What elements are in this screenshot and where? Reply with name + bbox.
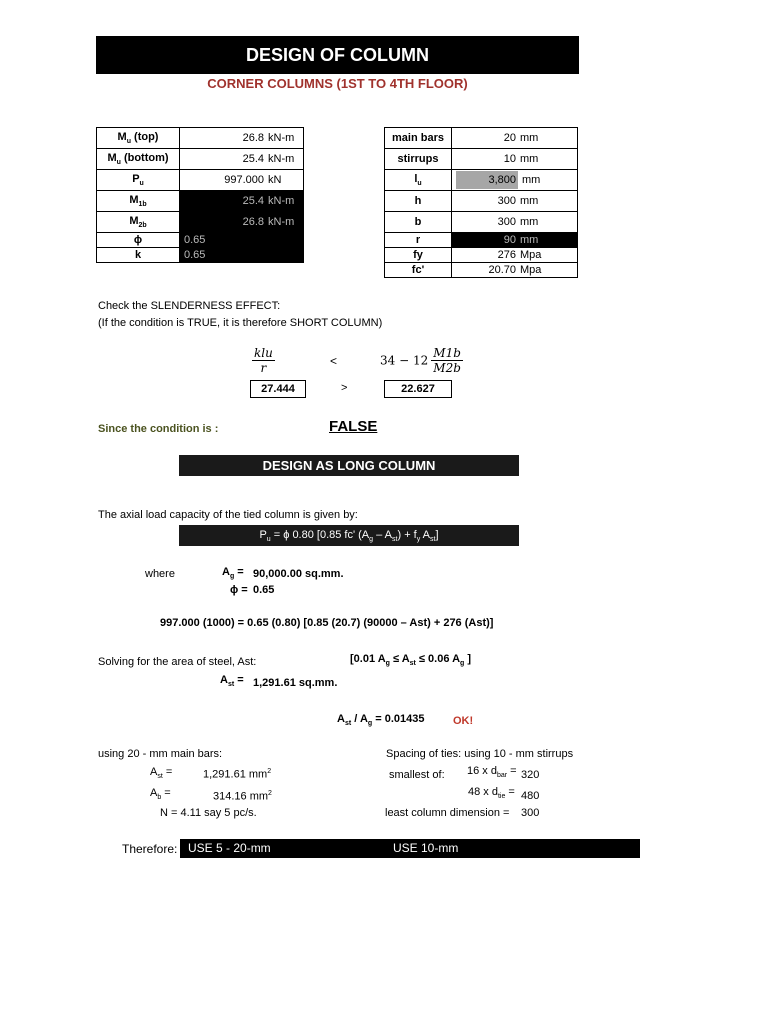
ag-value: 90,000.00 sq.mm. — [253, 568, 344, 580]
value-number: 20 — [503, 132, 516, 144]
bars-ast-eq: = — [162, 766, 173, 778]
table-row — [385, 149, 578, 170]
value-number: 20.70 — [488, 264, 516, 276]
label-symbol: M — [129, 214, 139, 227]
formula-part: P — [259, 529, 267, 541]
table-row — [385, 191, 578, 212]
table-row — [97, 191, 304, 212]
formula-sub: st — [392, 536, 398, 544]
row-value — [180, 128, 304, 149]
value-unit: Mpa — [520, 249, 542, 261]
bars-ast-symbol: A — [150, 766, 158, 778]
label-symbol: M — [107, 151, 117, 164]
value-number: 276 — [497, 249, 516, 261]
page-title: DESIGN OF COLUMN — [96, 36, 579, 74]
where-label: where — [145, 568, 175, 580]
row-value — [452, 191, 578, 212]
bars-ast-sup: 2 — [267, 768, 272, 775]
label-symbol: fc' — [411, 264, 425, 276]
row-value — [180, 149, 304, 170]
tie-row-1-value: 320 — [521, 769, 540, 781]
tie-row-3-label: least column dimension = — [385, 807, 510, 819]
value-number: 25.4 — [242, 195, 264, 207]
row-label — [97, 233, 180, 248]
row-label — [97, 248, 180, 263]
value-number: 10 — [503, 153, 516, 165]
table-row — [385, 212, 578, 233]
table-row — [97, 212, 304, 233]
rhs-constant: 34 − 12 — [380, 353, 429, 368]
section-properties-table — [384, 127, 578, 278]
row-value — [180, 248, 304, 263]
ratio-value: 0.01435 — [384, 713, 425, 725]
row-label — [385, 128, 452, 149]
label-subscript: 1b — [138, 201, 147, 209]
solving-label: Solving for the area of steel, Ast: — [98, 656, 257, 668]
moments-loads-table — [96, 127, 304, 263]
value-unit: Mpa — [520, 264, 542, 276]
ag-eq: = — [234, 566, 244, 578]
table-row — [97, 149, 304, 170]
table-row — [97, 248, 304, 263]
ag-sub: g — [229, 573, 235, 581]
row-label — [97, 149, 180, 170]
row-value — [452, 128, 578, 149]
row-value — [452, 263, 578, 278]
row-label — [385, 170, 452, 191]
bars-ab-eq: = — [161, 787, 171, 799]
tie-r1-eq: = — [507, 765, 517, 777]
table-row — [385, 263, 578, 278]
lhs-denominator: r — [260, 361, 267, 375]
formula-sub: st — [430, 536, 436, 544]
row-value — [452, 248, 578, 263]
label-suffix: (top) — [130, 130, 159, 143]
bars-ast-label — [150, 766, 172, 780]
row-label — [385, 212, 452, 233]
limit-sub: st — [409, 660, 416, 668]
table-row — [97, 233, 304, 248]
table-row — [97, 128, 304, 149]
value-number: 300 — [497, 195, 516, 207]
rhs-numerator: M1b — [433, 346, 461, 360]
formula-part: A — [420, 529, 431, 541]
formula-part: = ϕ 0.80 [0.85 fc' (A — [270, 529, 370, 541]
steel-ratio — [337, 713, 425, 727]
label-symbol: P — [132, 172, 140, 185]
limit-part: [0.01 A — [350, 653, 386, 665]
label-subscript: 2b — [138, 222, 147, 230]
value-number: 90 — [503, 234, 516, 246]
ratio-sub: st — [344, 720, 352, 728]
table-row — [385, 233, 578, 248]
label-symbol: h — [414, 195, 422, 207]
tie-row-2-label — [468, 786, 515, 800]
table-row — [385, 170, 578, 191]
since-condition-label: Since the condition is : — [98, 423, 219, 435]
slenderness-note: (If the condition is TRUE, it is therefore SHORT COLUMN) — [98, 317, 383, 329]
label-subscript: u — [417, 180, 422, 188]
therefore-label: Therefore: — [122, 842, 178, 856]
row-label — [97, 191, 180, 212]
ratio-part: = — [372, 713, 385, 725]
row-value — [180, 170, 304, 191]
formula-part: – A — [373, 529, 393, 541]
row-value — [452, 170, 578, 191]
lhs-value-box: 27.444 — [250, 380, 306, 398]
value-unit: mm — [522, 174, 541, 186]
ast-symbol: A — [220, 674, 228, 686]
bars-ab-sup: 2 — [268, 790, 272, 797]
value-number: 25.4 — [242, 153, 264, 165]
value-number: 26.8 — [242, 216, 264, 228]
bars-ab-label — [150, 787, 171, 801]
value-number: 0.65 — [184, 249, 206, 261]
bars-ab-symbol: A — [150, 787, 158, 799]
table-row — [97, 170, 304, 191]
label-symbol: fy — [413, 249, 423, 261]
limit-sub: g — [460, 660, 465, 668]
main-bars-heading: using 20 - mm main bars: — [98, 748, 223, 760]
label-subscript: u — [139, 180, 144, 188]
tie-row-2-value: 480 — [521, 790, 540, 802]
page-subtitle: CORNER COLUMNS (1ST TO 4TH FLOOR) — [207, 76, 468, 91]
less-than-sign: < — [330, 354, 338, 368]
table-row — [385, 128, 578, 149]
label-symbol: ϕ — [133, 234, 143, 246]
row-value — [452, 212, 578, 233]
label-subscript: u — [116, 159, 121, 167]
phi-label: ϕ = — [230, 584, 248, 596]
tie-r1-sub: bar — [496, 772, 508, 780]
value-unit: kN-m — [268, 195, 295, 207]
row-label — [385, 263, 452, 278]
ag-symbol: A — [222, 566, 230, 578]
formula-part: ) + f — [397, 529, 417, 541]
smallest-of-label: smallest of: — [389, 769, 445, 781]
row-label — [385, 233, 452, 248]
label-symbol: main bars — [392, 132, 444, 144]
tie-row-1-label — [467, 765, 517, 779]
row-label — [385, 248, 452, 263]
ratio-part: / — [351, 713, 360, 725]
ratio-sub: g — [367, 720, 373, 728]
ties-heading: Spacing of ties: using 10 - mm stirrups — [386, 748, 574, 760]
ast-label — [220, 674, 244, 688]
greater-than-sign: > — [341, 382, 348, 394]
ag-label — [222, 566, 244, 580]
value-unit: kN — [268, 174, 282, 186]
value-number: 0.65 — [184, 234, 206, 246]
bars-ast-number: 1,291.61 mm — [203, 768, 268, 781]
row-value — [452, 233, 578, 248]
value-unit: mm — [520, 216, 539, 228]
row-label — [97, 170, 180, 191]
tie-row-3-value: 300 — [521, 807, 540, 819]
formula-part: ] — [435, 529, 439, 541]
value-number: 300 — [497, 216, 516, 228]
label-symbol: stirrups — [397, 153, 439, 165]
axial-equation: 997.000 (1000) = 0.65 (0.80) [0.85 (20.7) (90000 – Ast) + 276 (Ast)] — [160, 617, 494, 629]
formula-sub: u — [266, 536, 271, 544]
slenderness-heading: Check the SLENDERNESS EFFECT: — [98, 300, 281, 312]
row-value — [180, 212, 304, 233]
label-symbol: k — [134, 249, 142, 261]
condition-result: FALSE — [329, 418, 378, 435]
value-unit: mm — [520, 153, 539, 165]
label-suffix: (bottom) — [120, 151, 169, 164]
row-value — [180, 233, 304, 248]
rhs-denominator: M2b — [433, 361, 461, 375]
label-symbol: M — [117, 130, 127, 143]
limit-sub: g — [385, 660, 390, 668]
limit-part: ] — [464, 653, 472, 665]
bars-ab-number: 314.16 mm — [213, 790, 269, 803]
value-unit: kN-m — [268, 216, 295, 228]
row-label — [97, 128, 180, 149]
label-subscript: u — [126, 138, 131, 146]
steel-limits — [350, 653, 471, 667]
tie-r1-part: 16 x d — [467, 765, 497, 777]
formula-sub: y — [416, 536, 421, 544]
label-symbol: r — [415, 234, 421, 246]
row-label — [385, 191, 452, 212]
value-number: 3,800 — [456, 171, 518, 189]
long-column-banner: DESIGN AS LONG COLUMN — [179, 455, 519, 476]
value-unit: mm — [520, 195, 539, 207]
slenderness-rhs-expression — [380, 346, 463, 375]
value-unit: kN-m — [268, 132, 295, 144]
ast-eq: = — [234, 674, 244, 686]
tie-r2-eq: = — [505, 786, 515, 798]
row-label — [97, 212, 180, 233]
limit-part: ≤ 0.06 A — [415, 653, 461, 665]
value-number: 997.000 — [224, 174, 264, 186]
formula-sub: g — [369, 536, 374, 544]
bars-ab-value — [213, 790, 272, 803]
rhs-value-box: 22.627 — [384, 380, 452, 398]
ties-result: USE 10-mm — [393, 841, 459, 855]
axial-intro: The axial load capacity of the tied column is given by: — [98, 509, 358, 521]
label-symbol: M — [129, 193, 139, 206]
bars-result: USE 5 - 20-mm — [188, 841, 271, 855]
bar-count: N = 4.11 say 5 pc/s. — [160, 807, 257, 819]
value-unit: kN-m — [268, 153, 295, 165]
limit-part: ≤ A — [389, 653, 410, 665]
ratio-part: A — [359, 713, 368, 725]
bars-ab-sub: b — [157, 794, 162, 802]
label-symbol: b — [414, 216, 422, 228]
value-number: 26.8 — [242, 132, 264, 144]
tie-r2-part: 48 x d — [468, 786, 498, 798]
bars-ast-sub: st — [157, 773, 163, 781]
phi-value: 0.65 — [253, 584, 275, 596]
tie-r2-sub: tie — [497, 793, 506, 801]
axial-formula-banner — [179, 525, 519, 546]
row-value — [180, 191, 304, 212]
value-unit: mm — [520, 234, 539, 246]
ratio-part: A — [337, 713, 345, 725]
bars-ast-value — [203, 768, 271, 781]
ratio-ok-badge: OK! — [453, 715, 474, 727]
ast-sub: st — [227, 681, 235, 689]
lhs-numerator: klu — [254, 346, 273, 360]
row-value — [452, 149, 578, 170]
value-unit: mm — [520, 132, 539, 144]
table-row — [385, 248, 578, 263]
row-label — [385, 149, 452, 170]
slenderness-lhs-fraction — [252, 346, 275, 375]
ast-value: 1,291.61 sq.mm. — [253, 677, 338, 689]
label-symbol: l — [414, 172, 418, 185]
